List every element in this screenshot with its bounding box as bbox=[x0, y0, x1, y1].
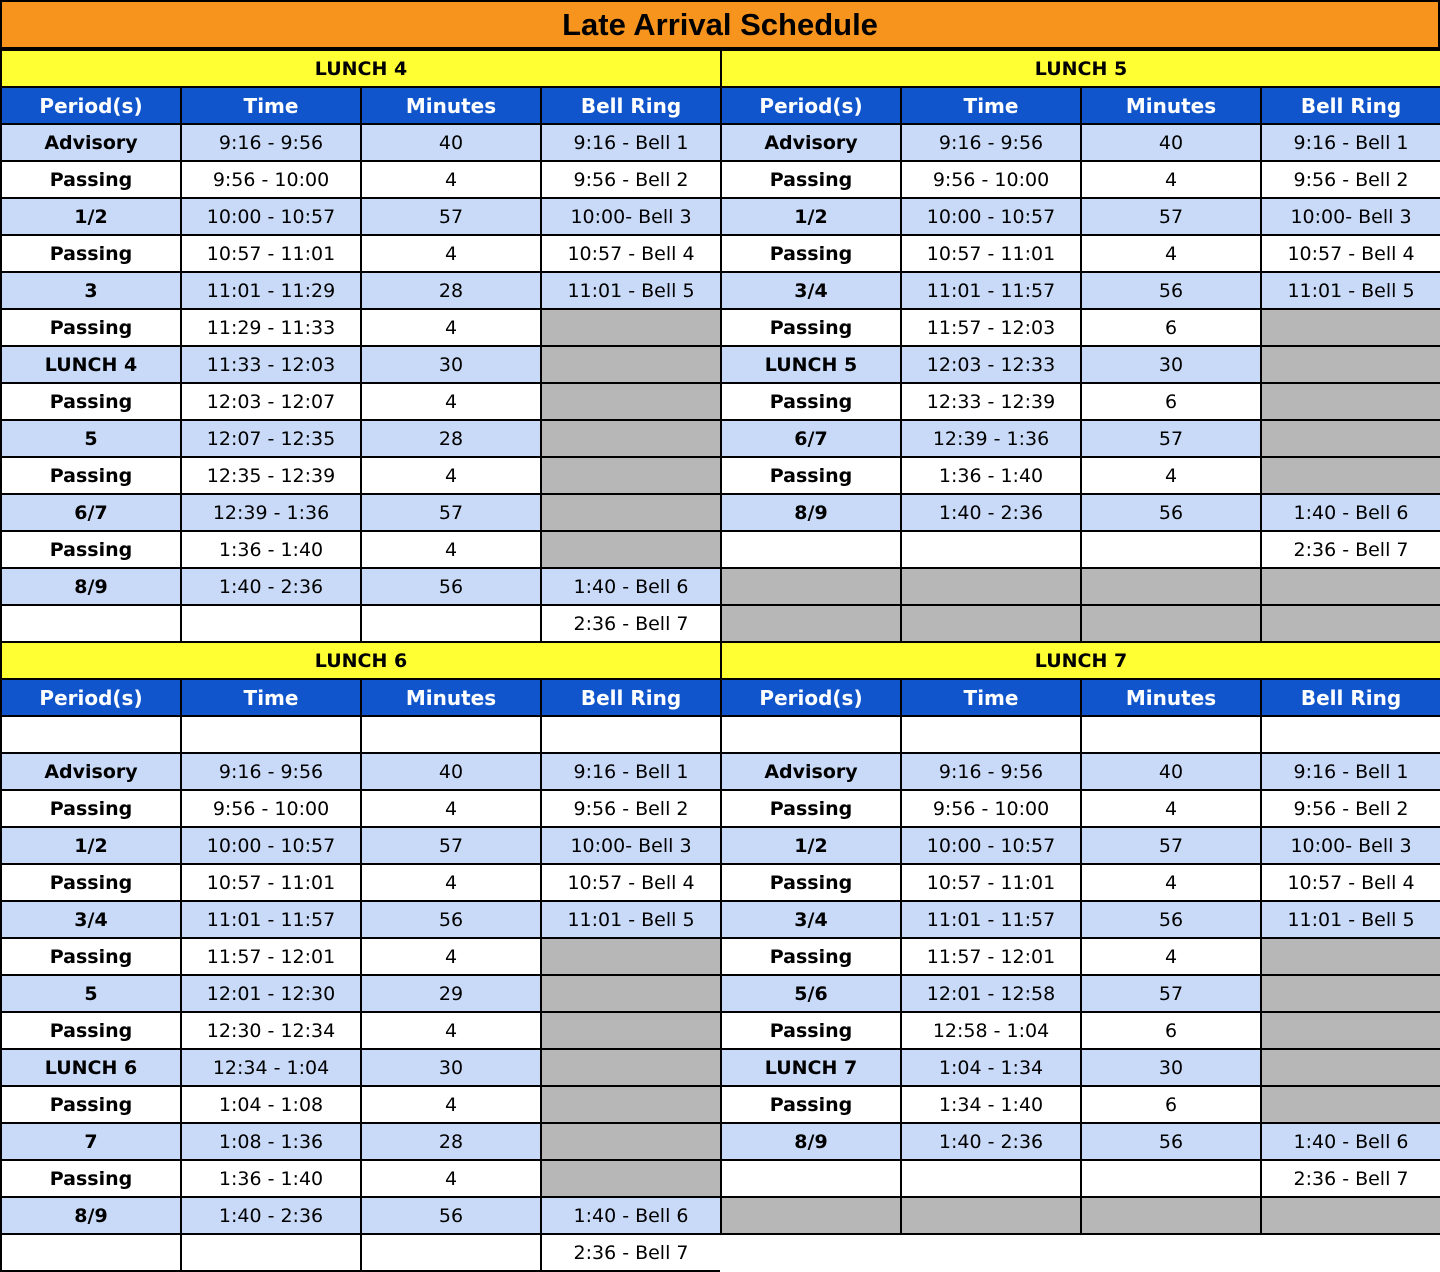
column-header-period: Period(s) bbox=[720, 88, 900, 125]
minutes-cell bbox=[1080, 1161, 1260, 1198]
period-cell: Passing bbox=[720, 236, 900, 273]
bell-ring-cell: 2:36 - Bell 7 bbox=[1260, 532, 1440, 569]
period-cell: 6/7 bbox=[720, 421, 900, 458]
time-cell: 1:40 - 2:36 bbox=[900, 1124, 1080, 1161]
minutes-cell: 56 bbox=[360, 1198, 540, 1235]
bell-ring-cell: 9:16 - Bell 1 bbox=[1260, 125, 1440, 162]
minutes-cell: 4 bbox=[1080, 865, 1260, 902]
time-cell: 9:56 - 10:00 bbox=[180, 162, 360, 199]
period-cell bbox=[0, 606, 180, 643]
time-cell: 12:33 - 12:39 bbox=[900, 384, 1080, 421]
column-header-period: Period(s) bbox=[0, 88, 180, 125]
minutes-cell: 56 bbox=[1080, 495, 1260, 532]
minutes-cell: 6 bbox=[1080, 384, 1260, 421]
time-cell: 1:36 - 1:40 bbox=[180, 532, 360, 569]
bell-ring-cell: 9:56 - Bell 2 bbox=[1260, 162, 1440, 199]
minutes-cell: 57 bbox=[1080, 828, 1260, 865]
minutes-cell: 4 bbox=[360, 458, 540, 495]
bell-ring-cell bbox=[540, 1087, 720, 1124]
minutes-cell: 28 bbox=[360, 421, 540, 458]
period-cell: 1/2 bbox=[0, 828, 180, 865]
bell-ring-cell: 2:36 - Bell 7 bbox=[540, 1235, 720, 1272]
bell-ring-cell bbox=[1260, 976, 1440, 1013]
bell-ring-cell: 2:36 - Bell 7 bbox=[1260, 1161, 1440, 1198]
time-cell: 1:34 - 1:40 bbox=[900, 1087, 1080, 1124]
period-cell bbox=[720, 532, 900, 569]
time-cell: 9:16 - 9:56 bbox=[180, 125, 360, 162]
column-header-time: Time bbox=[180, 88, 360, 125]
time-cell: 12:03 - 12:07 bbox=[180, 384, 360, 421]
minutes-cell: 4 bbox=[360, 162, 540, 199]
blank-cell bbox=[900, 717, 1080, 754]
bell-ring-cell bbox=[1260, 1087, 1440, 1124]
minutes-cell: 6 bbox=[1080, 1013, 1260, 1050]
period-cell: Passing bbox=[720, 310, 900, 347]
bell-ring-cell bbox=[540, 1161, 720, 1198]
minutes-cell: 30 bbox=[1080, 347, 1260, 384]
time-cell: 10:57 - 11:01 bbox=[900, 865, 1080, 902]
time-cell: 12:01 - 12:58 bbox=[900, 976, 1080, 1013]
period-cell bbox=[720, 1161, 900, 1198]
time-cell: 1:40 - 2:36 bbox=[180, 1198, 360, 1235]
time-cell: 12:30 - 12:34 bbox=[180, 1013, 360, 1050]
minutes-cell: 56 bbox=[1080, 1124, 1260, 1161]
period-cell: Passing bbox=[720, 1013, 900, 1050]
time-cell: 1:36 - 1:40 bbox=[900, 458, 1080, 495]
lunch-group-label: LUNCH 6 bbox=[0, 643, 720, 680]
period-cell bbox=[0, 1235, 180, 1272]
minutes-cell: 4 bbox=[360, 1087, 540, 1124]
column-header-time: Time bbox=[180, 680, 360, 717]
bell-ring-cell: 10:57 - Bell 4 bbox=[1260, 865, 1440, 902]
bell-ring-cell bbox=[1260, 384, 1440, 421]
bell-ring-cell: 1:40 - Bell 6 bbox=[540, 569, 720, 606]
empty-period-cell bbox=[720, 606, 900, 643]
period-cell: 5/6 bbox=[720, 976, 900, 1013]
period-cell: LUNCH 5 bbox=[720, 347, 900, 384]
minutes-cell: 4 bbox=[360, 791, 540, 828]
period-cell: 8/9 bbox=[0, 1198, 180, 1235]
time-cell: 11:01 - 11:29 bbox=[180, 273, 360, 310]
time-cell: 12:39 - 1:36 bbox=[180, 495, 360, 532]
bell-ring-cell bbox=[540, 421, 720, 458]
time-cell: 1:04 - 1:34 bbox=[900, 1050, 1080, 1087]
period-cell: 8/9 bbox=[720, 1124, 900, 1161]
bell-ring-cell bbox=[1260, 310, 1440, 347]
minutes-cell bbox=[1080, 532, 1260, 569]
period-cell: 7 bbox=[0, 1124, 180, 1161]
time-cell: 11:29 - 11:33 bbox=[180, 310, 360, 347]
lunch-group-label: LUNCH 4 bbox=[0, 51, 720, 88]
bell-ring-cell: 10:57 - Bell 4 bbox=[1260, 236, 1440, 273]
bell-ring-cell: 9:16 - Bell 1 bbox=[1260, 754, 1440, 791]
bell-ring-cell bbox=[1260, 1050, 1440, 1087]
minutes-cell: 4 bbox=[360, 865, 540, 902]
bell-ring-cell bbox=[540, 458, 720, 495]
time-cell: 11:01 - 11:57 bbox=[180, 902, 360, 939]
time-cell: 9:16 - 9:56 bbox=[900, 125, 1080, 162]
period-cell: Passing bbox=[0, 384, 180, 421]
minutes-cell bbox=[360, 1235, 540, 1272]
minutes-cell: 4 bbox=[360, 1013, 540, 1050]
page-title: Late Arrival Schedule bbox=[0, 0, 1440, 51]
minutes-cell: 29 bbox=[360, 976, 540, 1013]
bell-ring-cell: 9:16 - Bell 1 bbox=[540, 754, 720, 791]
minutes-cell: 30 bbox=[360, 1050, 540, 1087]
time-cell: 11:33 - 12:03 bbox=[180, 347, 360, 384]
time-cell: 1:40 - 2:36 bbox=[180, 569, 360, 606]
period-cell: Passing bbox=[720, 791, 900, 828]
minutes-cell: 4 bbox=[1080, 236, 1260, 273]
blank-cell bbox=[1260, 717, 1440, 754]
bell-ring-cell bbox=[540, 384, 720, 421]
blank-cell bbox=[540, 717, 720, 754]
bell-ring-cell bbox=[540, 976, 720, 1013]
time-cell bbox=[180, 606, 360, 643]
bell-ring-cell: 10:00- Bell 3 bbox=[540, 828, 720, 865]
blank-cell bbox=[1080, 717, 1260, 754]
period-cell: Passing bbox=[720, 162, 900, 199]
time-cell bbox=[180, 1235, 360, 1272]
period-cell: Passing bbox=[0, 162, 180, 199]
minutes-cell: 57 bbox=[1080, 199, 1260, 236]
time-cell: 10:00 - 10:57 bbox=[900, 828, 1080, 865]
time-cell: 12:34 - 1:04 bbox=[180, 1050, 360, 1087]
empty-time-cell bbox=[900, 606, 1080, 643]
time-cell bbox=[900, 1161, 1080, 1198]
time-cell: 11:57 - 12:03 bbox=[900, 310, 1080, 347]
period-cell: Advisory bbox=[720, 125, 900, 162]
blank-cell bbox=[180, 717, 360, 754]
column-header-minutes: Minutes bbox=[360, 88, 540, 125]
column-header-time: Time bbox=[900, 88, 1080, 125]
period-cell: Passing bbox=[720, 384, 900, 421]
period-cell: 1/2 bbox=[720, 199, 900, 236]
period-cell: Advisory bbox=[720, 754, 900, 791]
period-cell: 3/4 bbox=[0, 902, 180, 939]
bell-ring-cell bbox=[540, 532, 720, 569]
minutes-cell: 4 bbox=[1080, 939, 1260, 976]
period-cell: 1/2 bbox=[0, 199, 180, 236]
bell-ring-cell bbox=[1260, 939, 1440, 976]
time-cell: 1:08 - 1:36 bbox=[180, 1124, 360, 1161]
bell-ring-cell bbox=[540, 310, 720, 347]
minutes-cell: 4 bbox=[1080, 162, 1260, 199]
column-header-bell-ring: Bell Ring bbox=[540, 680, 720, 717]
empty-minutes-cell bbox=[1080, 1198, 1260, 1235]
blank-cell bbox=[720, 717, 900, 754]
minutes-cell: 4 bbox=[1080, 458, 1260, 495]
bell-ring-cell bbox=[540, 1013, 720, 1050]
period-cell: 6/7 bbox=[0, 495, 180, 532]
minutes-cell: 4 bbox=[360, 384, 540, 421]
period-cell: Passing bbox=[0, 458, 180, 495]
empty-minutes-cell bbox=[1080, 569, 1260, 606]
bell-ring-cell: 1:40 - Bell 6 bbox=[1260, 495, 1440, 532]
bell-ring-cell: 10:00- Bell 3 bbox=[1260, 828, 1440, 865]
minutes-cell: 4 bbox=[360, 236, 540, 273]
period-cell: Passing bbox=[0, 939, 180, 976]
minutes-cell: 57 bbox=[360, 199, 540, 236]
bell-ring-cell: 10:57 - Bell 4 bbox=[540, 236, 720, 273]
minutes-cell: 56 bbox=[360, 569, 540, 606]
bell-ring-cell: 10:57 - Bell 4 bbox=[540, 865, 720, 902]
lunch-group-label: LUNCH 7 bbox=[720, 643, 1440, 680]
blank-cell bbox=[0, 717, 180, 754]
bell-ring-cell bbox=[1260, 421, 1440, 458]
time-cell bbox=[900, 532, 1080, 569]
time-cell: 11:57 - 12:01 bbox=[900, 939, 1080, 976]
time-cell: 1:40 - 2:36 bbox=[900, 495, 1080, 532]
minutes-cell: 56 bbox=[1080, 902, 1260, 939]
bell-ring-cell: 11:01 - Bell 5 bbox=[1260, 273, 1440, 310]
time-cell: 9:56 - 10:00 bbox=[180, 791, 360, 828]
period-cell: Passing bbox=[720, 1087, 900, 1124]
period-cell: Passing bbox=[0, 1087, 180, 1124]
period-cell: 1/2 bbox=[720, 828, 900, 865]
period-cell: Passing bbox=[0, 1161, 180, 1198]
empty-bell-ring-cell bbox=[1260, 606, 1440, 643]
minutes-cell: 57 bbox=[360, 828, 540, 865]
empty-minutes-cell bbox=[1080, 606, 1260, 643]
time-cell: 10:57 - 11:01 bbox=[180, 236, 360, 273]
period-cell: Passing bbox=[0, 236, 180, 273]
minutes-cell: 4 bbox=[1080, 791, 1260, 828]
period-cell: LUNCH 6 bbox=[0, 1050, 180, 1087]
minutes-cell: 57 bbox=[1080, 976, 1260, 1013]
period-cell: Passing bbox=[720, 865, 900, 902]
bell-ring-cell: 9:56 - Bell 2 bbox=[1260, 791, 1440, 828]
period-cell: Passing bbox=[0, 532, 180, 569]
period-cell: 8/9 bbox=[0, 569, 180, 606]
time-cell: 9:16 - 9:56 bbox=[180, 754, 360, 791]
lunch-group-label: LUNCH 5 bbox=[720, 51, 1440, 88]
bell-ring-cell: 10:00- Bell 3 bbox=[1260, 199, 1440, 236]
minutes-cell: 40 bbox=[1080, 754, 1260, 791]
bell-ring-cell: 9:56 - Bell 2 bbox=[540, 162, 720, 199]
time-cell: 10:57 - 11:01 bbox=[900, 236, 1080, 273]
time-cell: 11:57 - 12:01 bbox=[180, 939, 360, 976]
period-cell: 3/4 bbox=[720, 273, 900, 310]
column-header-bell-ring: Bell Ring bbox=[1260, 680, 1440, 717]
blank-cell bbox=[360, 717, 540, 754]
bell-ring-cell bbox=[540, 1050, 720, 1087]
bell-ring-cell: 11:01 - Bell 5 bbox=[1260, 902, 1440, 939]
column-header-minutes: Minutes bbox=[1080, 88, 1260, 125]
time-cell: 1:36 - 1:40 bbox=[180, 1161, 360, 1198]
period-cell: Passing bbox=[0, 1013, 180, 1050]
period-cell: LUNCH 7 bbox=[720, 1050, 900, 1087]
bell-ring-cell: 10:00- Bell 3 bbox=[540, 199, 720, 236]
bell-ring-cell bbox=[1260, 347, 1440, 384]
bell-ring-cell bbox=[540, 347, 720, 384]
bell-ring-cell bbox=[540, 1124, 720, 1161]
minutes-cell: 56 bbox=[1080, 273, 1260, 310]
empty-bell-ring-cell bbox=[1260, 569, 1440, 606]
period-cell: 3 bbox=[0, 273, 180, 310]
minutes-cell: 57 bbox=[1080, 421, 1260, 458]
minutes-cell: 28 bbox=[360, 273, 540, 310]
time-cell: 11:01 - 11:57 bbox=[900, 273, 1080, 310]
time-cell: 12:39 - 1:36 bbox=[900, 421, 1080, 458]
time-cell: 10:00 - 10:57 bbox=[180, 828, 360, 865]
bell-ring-cell bbox=[540, 939, 720, 976]
minutes-cell: 4 bbox=[360, 532, 540, 569]
time-cell: 1:04 - 1:08 bbox=[180, 1087, 360, 1124]
minutes-cell: 40 bbox=[1080, 125, 1260, 162]
minutes-cell: 56 bbox=[360, 902, 540, 939]
minutes-cell bbox=[360, 606, 540, 643]
column-header-minutes: Minutes bbox=[1080, 680, 1260, 717]
period-cell: Passing bbox=[0, 310, 180, 347]
time-cell: 9:16 - 9:56 bbox=[900, 754, 1080, 791]
minutes-cell: 57 bbox=[360, 495, 540, 532]
time-cell: 10:00 - 10:57 bbox=[180, 199, 360, 236]
bell-ring-cell: 2:36 - Bell 7 bbox=[540, 606, 720, 643]
time-cell: 12:35 - 12:39 bbox=[180, 458, 360, 495]
empty-period-cell bbox=[720, 1198, 900, 1235]
empty-period-cell bbox=[720, 569, 900, 606]
column-header-period: Period(s) bbox=[0, 680, 180, 717]
bell-ring-cell: 9:56 - Bell 2 bbox=[540, 791, 720, 828]
column-header-time: Time bbox=[900, 680, 1080, 717]
column-header-bell-ring: Bell Ring bbox=[540, 88, 720, 125]
time-cell: 9:56 - 10:00 bbox=[900, 791, 1080, 828]
period-cell: Advisory bbox=[0, 754, 180, 791]
time-cell: 12:01 - 12:30 bbox=[180, 976, 360, 1013]
column-header-minutes: Minutes bbox=[360, 680, 540, 717]
minutes-cell: 28 bbox=[360, 1124, 540, 1161]
minutes-cell: 4 bbox=[360, 1161, 540, 1198]
bell-ring-cell bbox=[1260, 1013, 1440, 1050]
empty-time-cell bbox=[900, 1198, 1080, 1235]
period-cell: 3/4 bbox=[720, 902, 900, 939]
column-header-bell-ring: Bell Ring bbox=[1260, 88, 1440, 125]
time-cell: 9:56 - 10:00 bbox=[900, 162, 1080, 199]
bell-ring-cell: 11:01 - Bell 5 bbox=[540, 902, 720, 939]
empty-bell-ring-cell bbox=[1260, 1198, 1440, 1235]
minutes-cell: 40 bbox=[360, 754, 540, 791]
minutes-cell: 4 bbox=[360, 939, 540, 976]
time-cell: 11:01 - 11:57 bbox=[900, 902, 1080, 939]
empty-time-cell bbox=[900, 569, 1080, 606]
period-cell: Advisory bbox=[0, 125, 180, 162]
period-cell: Passing bbox=[720, 458, 900, 495]
period-cell: 8/9 bbox=[720, 495, 900, 532]
minutes-cell: 30 bbox=[1080, 1050, 1260, 1087]
period-cell: Passing bbox=[0, 865, 180, 902]
bell-ring-cell: 9:16 - Bell 1 bbox=[540, 125, 720, 162]
minutes-cell: 40 bbox=[360, 125, 540, 162]
bell-ring-cell: 1:40 - Bell 6 bbox=[540, 1198, 720, 1235]
period-cell: Passing bbox=[720, 939, 900, 976]
minutes-cell: 30 bbox=[360, 347, 540, 384]
bell-ring-cell: 1:40 - Bell 6 bbox=[1260, 1124, 1440, 1161]
bell-ring-cell: 11:01 - Bell 5 bbox=[540, 273, 720, 310]
time-cell: 12:03 - 12:33 bbox=[900, 347, 1080, 384]
minutes-cell: 6 bbox=[1080, 1087, 1260, 1124]
period-cell: 5 bbox=[0, 976, 180, 1013]
column-header-period: Period(s) bbox=[720, 680, 900, 717]
period-cell: LUNCH 4 bbox=[0, 347, 180, 384]
bell-ring-cell bbox=[1260, 458, 1440, 495]
time-cell: 12:07 - 12:35 bbox=[180, 421, 360, 458]
time-cell: 10:00 - 10:57 bbox=[900, 199, 1080, 236]
period-cell: Passing bbox=[0, 791, 180, 828]
minutes-cell: 6 bbox=[1080, 310, 1260, 347]
period-cell: 5 bbox=[0, 421, 180, 458]
time-cell: 12:58 - 1:04 bbox=[900, 1013, 1080, 1050]
time-cell: 10:57 - 11:01 bbox=[180, 865, 360, 902]
bell-ring-cell bbox=[540, 495, 720, 532]
minutes-cell: 4 bbox=[360, 310, 540, 347]
